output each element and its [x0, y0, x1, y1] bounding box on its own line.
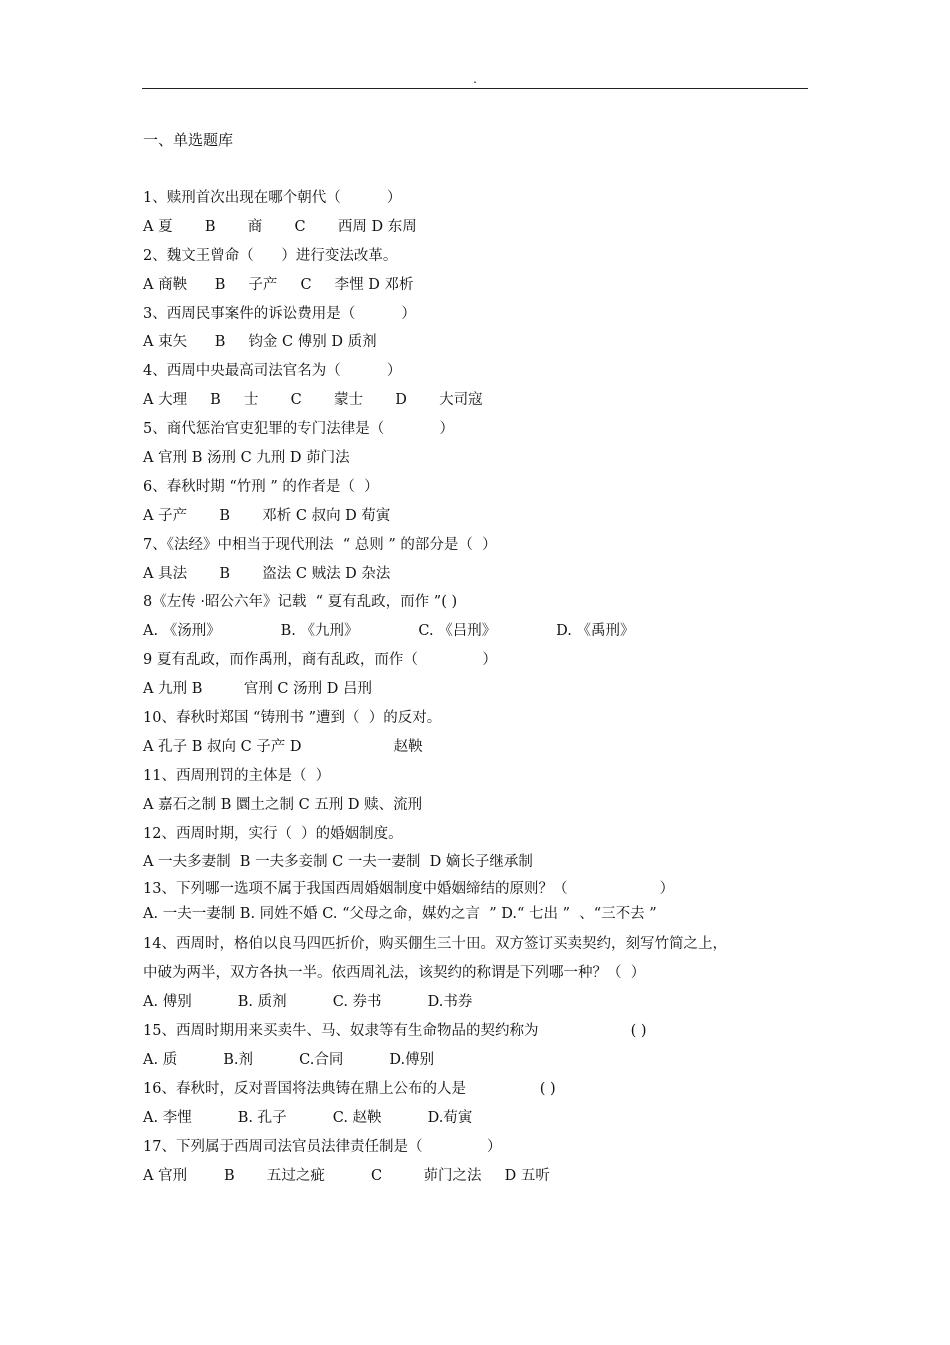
question-16: 16、春秋时，反对晋国将法典铸在鼎上公布的人是 ( ) — [143, 1080, 556, 1097]
question-3: 3、西周民事案件的诉讼费用是（ ） — [143, 305, 416, 322]
options-14: A. 傅别 B. 质剂 C. 券书 D.书券 — [143, 994, 473, 1011]
question-2: 2、魏文王曾命（ ）进行变法改革。 — [143, 247, 398, 264]
question-8: 8《左传 ·昭公六年》记载 “ 夏有乱政，而作 ”( ) — [143, 594, 458, 611]
options-4: A 大理 B 士 C 蒙士 D 大司寇 — [143, 392, 483, 409]
question-14-line-1: 14、西周时，格伯以良马四匹折价，购买倗生三十田。双方签订买卖契约，刻写竹简之上， — [143, 936, 727, 953]
options-2: A 商鞅 B 子产 C 李悝 D 邓析 — [143, 276, 414, 293]
question-1: 1、赎刑首次出现在哪个朝代（ ） — [143, 190, 402, 206]
question-10: 10、春秋时郑国 “铸刑书 ”遭到（ ）的反对。 — [143, 710, 442, 727]
options-5: A 官刑 B 汤刑 C 九刑 D 茆门法 — [143, 450, 350, 467]
question-12: 12、西周时期，实行（ ）的婚姻制度。 — [143, 825, 403, 842]
options-8: A. 《汤刑》 B. 《九刑》 C. 《吕刑》 D. 《禹刑》 — [143, 623, 635, 640]
options-15: A. 质 B.剂 C.合同 D.傅别 — [143, 1051, 435, 1068]
header-mark: . — [473, 72, 477, 86]
options-7: A 具法 B 盗法 C 贼法 D 杂法 — [143, 565, 391, 582]
question-4: 4、西周中央最高司法官名为（ ） — [143, 363, 402, 380]
question-11: 11、西周刑罚的主体是（ ） — [143, 767, 331, 784]
question-14-line-2: 中破为两半，双方各执一半。依西周礼法，该契约的称谓是下列哪一种？（ ） — [143, 965, 646, 982]
question-5: 5、商代惩治官吏犯罪的专门法律是（ ） — [143, 421, 455, 438]
question-9: 9 夏有乱政，而作禹刑，商有乱政，而作（ ） — [143, 652, 497, 669]
section-title: 一、单选题库 — [143, 131, 234, 149]
options-10: A 孔子 B 叔向 C 子产 D 赵鞅 — [143, 738, 423, 755]
options-1: A 夏 B 商 C 西周 D 东周 — [143, 218, 417, 235]
question-15: 15、西周时期用来买卖牛、马、奴隶等有生命物品的契约称为 ( ) — [143, 1023, 647, 1040]
options-11: A 嘉石之制 B 圜土之制 C 五刑 D 赎、流刑 — [143, 796, 423, 813]
question-13: 13、下列哪一选项不属于我国西周婚姻制度中婚姻缔结的原则？（ ） — [143, 881, 675, 898]
options-13: A. 一夫一妻制 B. 同姓不婚 C. “父母之命，媒妁之言 ” D.“ 七出 ” 、“三不去 ” — [143, 905, 657, 922]
question-6: 6、春秋时期 “竹刑 ” 的作者是（ ） — [143, 478, 379, 495]
options-9: A 九刑 B 官刑 C 汤刑 D 吕刑 — [143, 681, 372, 698]
document-body — [143, 128, 803, 1190]
options-12: A 一夫多妻制 B 一夫多妾制 C 一夫一妻制 D 嫡长子继承制 — [143, 854, 533, 871]
header-rule — [142, 88, 808, 89]
question-7: 7、《法经》中相当于现代刑法 “ 总则 ” 的部分是（ ） — [143, 536, 497, 553]
options-3: A 束矢 B 钧金 C 傅别 D 质剂 — [143, 334, 377, 351]
options-17: A 官刑 B 五过之疵 C 茆门之法 D 五听 — [143, 1167, 550, 1184]
options-6: A 子产 B 邓析 C 叔向 D 荀寅 — [143, 507, 391, 524]
question-17: 17、下列属于西周司法官员法律责任制是（ ） — [143, 1138, 502, 1155]
options-16: A. 李悝 B. 孔子 C. 赵鞅 D.荀寅 — [143, 1109, 473, 1126]
